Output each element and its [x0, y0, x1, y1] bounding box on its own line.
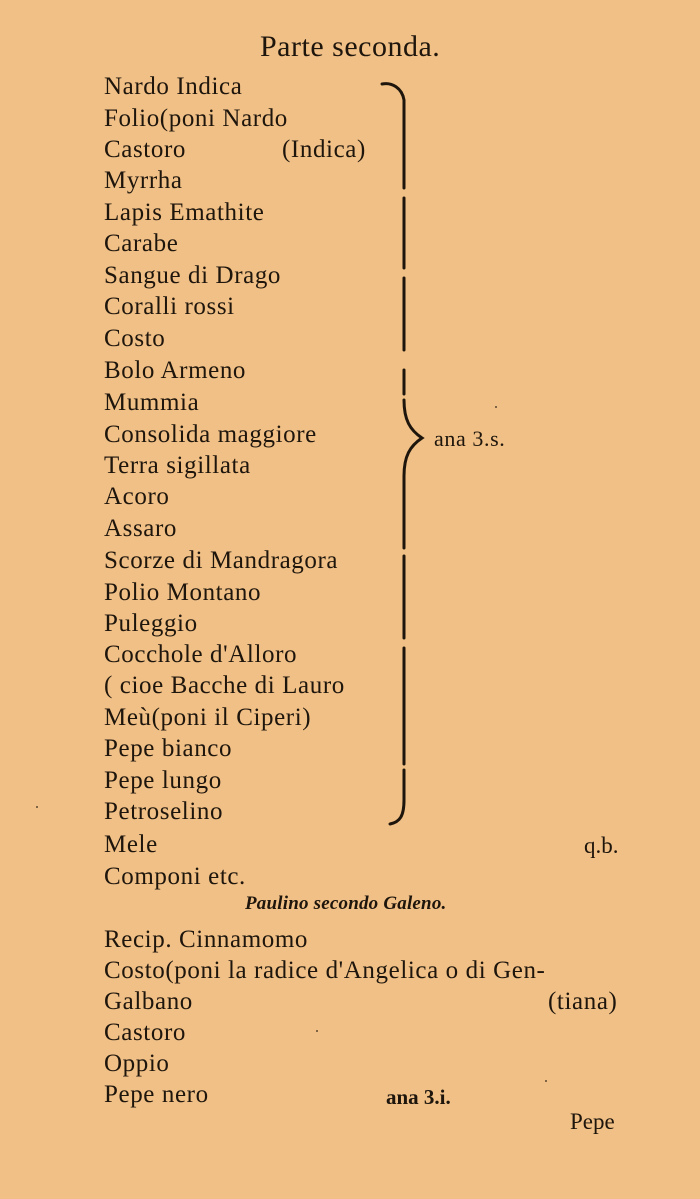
recipe2-quantity: ana 3.i.: [386, 1085, 451, 1109]
ingredient-line: Costo: [104, 325, 166, 352]
ingredient-line: Acoro: [104, 483, 170, 510]
paper-speck: [495, 406, 497, 408]
ingredient-line: Myrrha: [104, 167, 183, 194]
ingredient-line: Pepe bianco: [104, 735, 233, 762]
recipe2-line: Galbano: [104, 988, 193, 1015]
ingredient-line: Sangue di Drago: [104, 262, 282, 289]
recipe2-line: Castoro: [104, 1019, 186, 1046]
mele-line: Mele: [104, 831, 158, 858]
ingredient-line: Consolida maggiore: [104, 421, 317, 448]
continuation-tiana: (tiana): [548, 988, 618, 1015]
grouping-brace: [370, 78, 430, 838]
ingredient-line: Puleggio: [104, 610, 198, 637]
mele-quantity: q.b.: [584, 833, 619, 858]
recipe2-line: Recip. Cinnamomo: [104, 926, 309, 953]
ingredient-line: Scorze di Mandragora: [104, 547, 339, 574]
ingredient-line: Polio Montano: [104, 579, 262, 606]
brace-quantity: ana 3.s.: [434, 426, 506, 451]
ingredient-line: Bolo Armeno: [104, 357, 247, 384]
ingredient-line: Folio(poni Nardo: [104, 105, 288, 132]
recipe2-line: Oppio: [104, 1050, 170, 1077]
continuation-indica: (Indica): [282, 136, 366, 163]
paper-speck: [36, 806, 38, 808]
catchword: Pepe: [570, 1109, 615, 1134]
running-head: Parte seconda.: [260, 30, 441, 63]
ingredient-line: Assaro: [104, 515, 178, 542]
ingredient-line: Petroselino: [104, 798, 224, 825]
ingredient-line: Nardo Indica: [104, 73, 243, 100]
ingredient-line: Cocchole d'Alloro: [104, 641, 298, 668]
ingredient-line: Pepe lungo: [104, 767, 222, 794]
ingredient-line: Mummia: [104, 389, 200, 416]
paper-speck: [545, 1080, 547, 1082]
ingredient-line: ( cioe Bacche di Lauro: [104, 672, 345, 699]
ingredient-line: Coralli rossi: [104, 293, 235, 320]
ingredient-line: Meù(poni il Ciperi): [104, 704, 312, 731]
recipe2-line: Pepe nero: [104, 1081, 209, 1108]
componi-line: Componi etc.: [104, 863, 246, 890]
ingredient-line: Lapis Emathite: [104, 199, 265, 226]
ingredient-line: Castoro: [104, 136, 186, 163]
paper-speck: [316, 1030, 318, 1032]
ingredient-line: Terra sigillata: [104, 452, 251, 479]
ingredient-line: Carabe: [104, 230, 179, 257]
recipe2-line: Costo(poni la radice d'Angelica o di Gen-: [104, 957, 546, 984]
recipe2-heading: Paulino secondo Galeno.: [245, 893, 447, 914]
